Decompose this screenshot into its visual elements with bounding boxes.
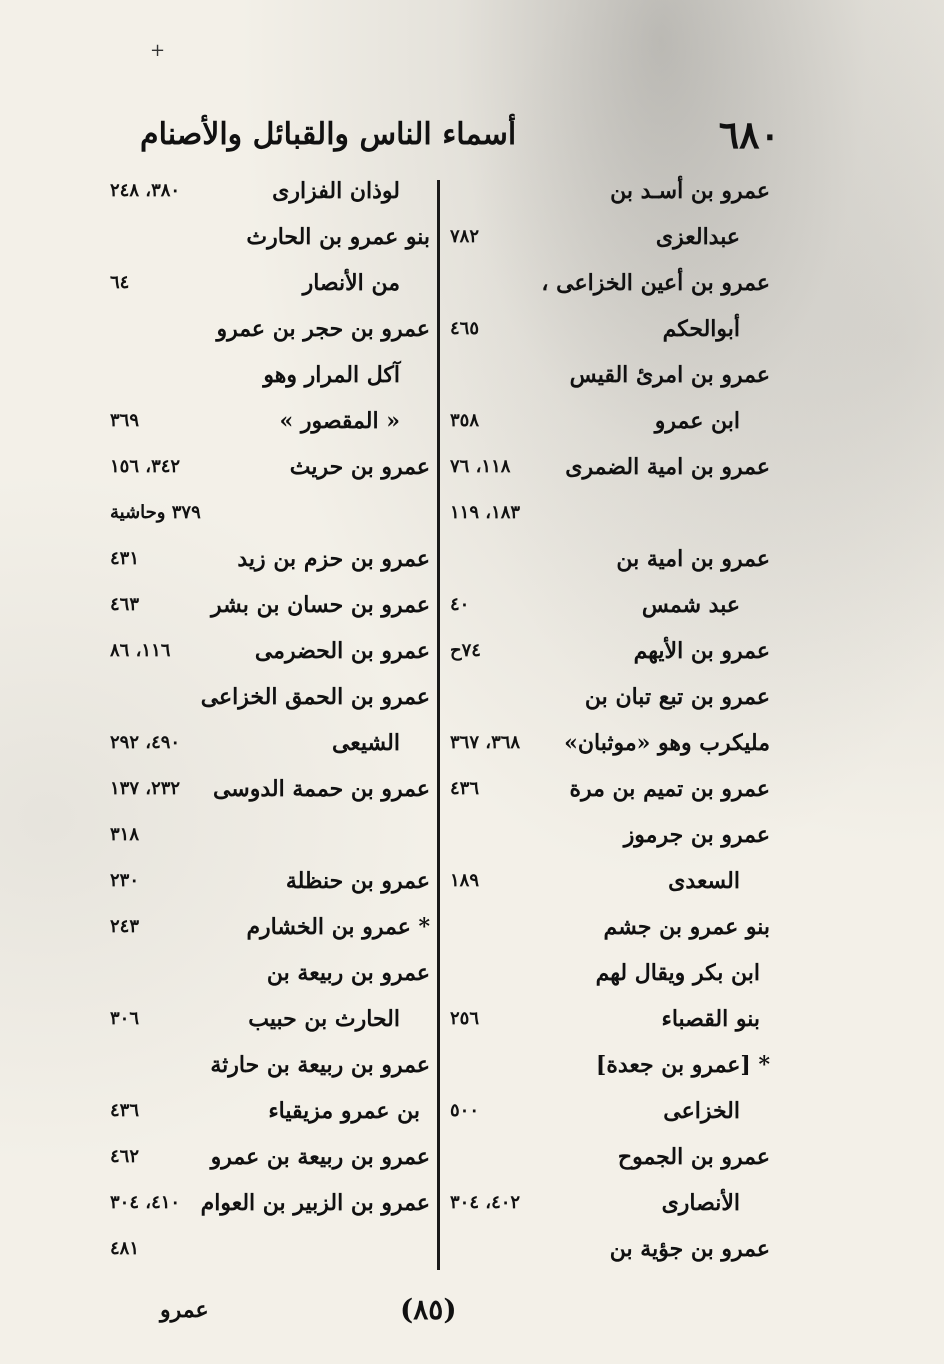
index-entry: [110, 996, 430, 1042]
index-entry: [450, 398, 770, 444]
index-entry: [110, 1180, 430, 1226]
index-entry: [450, 444, 770, 490]
index-entry: [450, 1088, 770, 1134]
index-entry: [110, 214, 430, 260]
index-entry: [450, 1134, 770, 1180]
entry-page-refs: ٣٤٢، ١٥٦: [110, 456, 181, 477]
index-entry: [110, 950, 430, 996]
index-entry: [450, 720, 770, 766]
page-number: ٦٨٠: [718, 112, 780, 157]
entry-name: عمرو بن الأيهم: [633, 638, 770, 664]
entry-page-refs: ١١٦، ٨٦: [110, 640, 171, 661]
entry-name: عمرو بن ربيعة بن عمرو: [210, 1144, 430, 1170]
page-header: [140, 110, 780, 160]
entry-name: آكل المرار وهو: [263, 362, 400, 388]
entry-name: بنو عمرو بن جشم: [603, 914, 770, 940]
entry-name: عمرو بن الحمق الخزاعى: [200, 684, 430, 710]
entry-name: * عمرو بن الخشارم: [246, 914, 430, 940]
entry-page-refs: ٤٠: [450, 594, 470, 615]
index-entry: [110, 858, 430, 904]
entry-name: ابن بكر ويقال لهم: [595, 960, 760, 986]
entry-name: عمرو بن الزبير بن العوام: [200, 1190, 430, 1216]
entry-name: عمرو بن ربيعة بن: [266, 960, 430, 986]
entry-page-refs: ٢٥٦: [450, 1008, 480, 1029]
index-entry: [110, 1134, 430, 1180]
index-entry: [110, 720, 430, 766]
entry-name: عمرو بن حريث: [289, 454, 430, 480]
index-entry: [450, 628, 770, 674]
index-entry: [450, 582, 770, 628]
index-entry: [110, 168, 430, 214]
index-entry: [450, 1226, 770, 1272]
entry-name: بنو القصباء: [661, 1006, 760, 1032]
entry-name: عمرو بن امية الضمرى: [565, 454, 770, 480]
index-entry: [450, 996, 770, 1042]
entry-page-refs: ٦٤: [110, 272, 130, 293]
entry-page-refs: ٣١٨: [110, 824, 140, 845]
index-entry: [110, 444, 430, 490]
index-entry: [110, 260, 430, 306]
entry-name: عبدالعزى: [655, 224, 740, 250]
entry-page-refs: ٣٥٨: [450, 410, 480, 431]
entry-page-refs: ٤٦٥: [450, 318, 480, 339]
entry-name: عمرو بن حجر بن عمرو: [216, 316, 430, 342]
entry-name: عبد شمس: [641, 592, 740, 618]
entry-name: لوذان الفزارى: [272, 178, 400, 204]
entry-name: عمرو بن حسان بن بشر: [211, 592, 430, 618]
margin-mark: +: [150, 40, 166, 61]
entry-page-refs: ٤٦٢: [110, 1146, 140, 1167]
index-entry: [110, 398, 430, 444]
index-entry: [450, 214, 770, 260]
index-entry: [450, 490, 770, 536]
entry-page-refs: ٣٦٩: [110, 410, 140, 431]
index-entry: [450, 306, 770, 352]
index-column-left: [110, 168, 430, 1272]
entry-name: السعدى: [668, 868, 740, 894]
index-entry: [110, 536, 430, 582]
entry-page-refs: ٣٧٩ وحاشية: [110, 502, 201, 523]
entry-name: الحارث بن حبيب: [248, 1006, 400, 1032]
entry-page-refs: ٤٦٣: [110, 594, 140, 615]
index-entry: [110, 490, 430, 536]
entry-name: ابن عمرو: [654, 408, 740, 434]
entry-name: عمرو بن أعين الخزاعى ،: [541, 270, 770, 296]
entry-name: أبوالحكم: [662, 316, 740, 342]
index-entry: [110, 306, 430, 352]
index-entry: [450, 950, 770, 996]
entry-name: عمرو بن جرموز: [623, 822, 770, 848]
page-title: أسماء الناس والقبائل والأصنام: [140, 117, 517, 152]
index-entry: [450, 352, 770, 398]
entry-page-refs: ٤٨١: [110, 1238, 140, 1259]
column-divider: [437, 180, 440, 1270]
entry-name: عمرو بن امرئ القيس: [569, 362, 770, 388]
index-entry: [450, 766, 770, 812]
index-entry: [450, 1180, 770, 1226]
entry-name: عمرو بن الجموح: [617, 1144, 770, 1170]
index-entry: [110, 1042, 430, 1088]
index-entry: [110, 904, 430, 950]
index-entry: [110, 1088, 430, 1134]
entry-page-refs: ٤١٠، ٣٠٤: [110, 1192, 181, 1213]
entry-page-refs: ٣٦٨، ٣٦٧: [450, 732, 521, 753]
index-entry: [110, 766, 430, 812]
index-entry: [450, 1042, 770, 1088]
entry-page-refs: ٧٨٢: [450, 226, 480, 247]
entry-page-refs: ٧٤ح: [450, 640, 481, 661]
entry-name: مليكرب وهو «موثبان»: [564, 730, 770, 756]
index-entry: [110, 674, 430, 720]
entry-page-refs: ٤٣٦: [450, 778, 480, 799]
entry-name: الأنصارى: [661, 1190, 740, 1216]
entry-name: « المقصور »: [279, 408, 400, 434]
entry-page-refs: ١١٨، ٧٦: [450, 456, 511, 477]
entry-name: عمرو بن ربيعة بن حارثة: [210, 1052, 430, 1078]
index-entry: [110, 812, 430, 858]
entry-page-refs: ٤٩٠، ٢٩٢: [110, 732, 181, 753]
page-footer: [0, 1290, 944, 1330]
index-entry: [450, 812, 770, 858]
index-entry: [450, 904, 770, 950]
entry-name: من الأنصار: [302, 270, 400, 296]
index-entry: [450, 858, 770, 904]
entry-name: عمرو بن تميم بن مرة: [569, 776, 770, 802]
entry-name: عمرو بن حممة الدوسى: [212, 776, 430, 802]
entry-page-refs: ٥٠٠: [450, 1100, 480, 1121]
index-entry: [110, 582, 430, 628]
entry-name: الخزاعى: [663, 1098, 740, 1124]
entry-name: عمرو بن جؤية بن: [609, 1236, 770, 1262]
entry-name: الشيعى: [331, 730, 400, 756]
footer-page-number: (٨٥): [400, 1293, 457, 1326]
entry-page-refs: ٢٣٠: [110, 870, 140, 891]
entry-name: بنو عمرو بن الحارث: [246, 224, 430, 250]
entry-page-refs: ٢٣٢، ١٣٧: [110, 778, 181, 799]
entry-page-refs: ٤٣١: [110, 548, 140, 569]
index-entry: [450, 260, 770, 306]
entry-page-refs: ١٨٣، ١١٩: [450, 502, 521, 523]
index-entry: [110, 628, 430, 674]
entry-name: * [عمرو بن جعدة]: [595, 1052, 770, 1078]
index-column-right: [450, 168, 770, 1272]
index-entry: [450, 168, 770, 214]
entry-name: عمرو بن الحضرمى: [254, 638, 430, 664]
entry-page-refs: ٤٠٢، ٣٠٤: [450, 1192, 521, 1213]
entry-name: عمرو بن حنظلة: [285, 868, 430, 894]
entry-name: عمرو بن أسـد بن: [610, 178, 770, 204]
entry-name: عمرو بن حزم بن زيد: [237, 546, 430, 572]
index-entry: [110, 352, 430, 398]
entry-page-refs: ٢٤٣: [110, 916, 140, 937]
entry-page-refs: ١٨٩: [450, 870, 480, 891]
index-entry: [450, 536, 770, 582]
entry-name: عمرو بن تبع تبان بن: [584, 684, 770, 710]
index-entry: [110, 1226, 430, 1272]
entry-page-refs: ٤٣٦: [110, 1100, 140, 1121]
entry-page-refs: ٣٠٦: [110, 1008, 140, 1029]
entry-name: عمرو بن امية بن: [616, 546, 770, 572]
catchword: عمرو: [160, 1297, 209, 1323]
index-entry: [450, 674, 770, 720]
entry-page-refs: ٣٨٠، ٢٤٨: [110, 180, 181, 201]
entry-name: بن عمرو مزيقياء: [268, 1098, 420, 1124]
